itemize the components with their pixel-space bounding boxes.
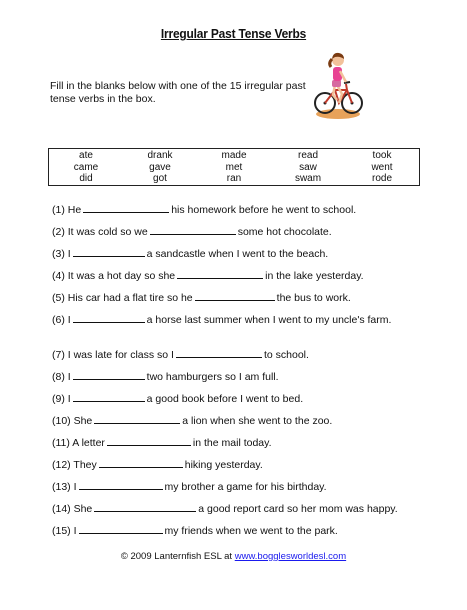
answer-blank[interactable] xyxy=(107,436,191,446)
question-text-before: (2) It was cold so we xyxy=(52,226,148,238)
answer-blank[interactable] xyxy=(73,370,145,380)
question-text-before: (7) I was late for class so I xyxy=(52,349,174,361)
word-box-row xyxy=(49,173,419,185)
word-box-word: gave xyxy=(149,161,171,173)
word-box-word: ate xyxy=(79,150,93,161)
answer-blank[interactable] xyxy=(73,392,145,402)
question-text-before: (14) She xyxy=(52,503,93,515)
answer-blank[interactable] xyxy=(94,414,180,424)
answer-blank[interactable] xyxy=(73,313,145,323)
worksheet-title: Irregular Past Tense Verbs xyxy=(160,26,307,41)
word-box-word: made xyxy=(221,150,247,161)
word-box-word: went xyxy=(371,161,393,173)
answer-blank[interactable] xyxy=(79,480,163,490)
question-item xyxy=(52,480,422,494)
question-item xyxy=(52,348,422,362)
question-text-before: (15) I xyxy=(52,525,77,537)
word-box-table xyxy=(49,150,419,185)
word-box-word: drank xyxy=(147,150,173,161)
word-box-word: swam xyxy=(294,173,322,184)
question-text-after: a horse last summer when I went to my uncle's farm. xyxy=(146,314,392,326)
question-text-before: (11) A letter xyxy=(52,437,105,449)
question-text-after: my brother a game for his birthday. xyxy=(164,481,327,493)
answer-blank[interactable] xyxy=(176,348,262,358)
word-box-word: saw xyxy=(299,161,317,173)
question-text-after: in the mail today. xyxy=(192,437,272,449)
question-text-before: (8) I xyxy=(52,371,71,383)
word-box-word: rode xyxy=(371,173,392,184)
answer-blank[interactable] xyxy=(195,291,275,301)
word-box-row xyxy=(49,162,419,174)
question-text-before: (6) I xyxy=(52,314,71,326)
word-box-row xyxy=(49,150,419,162)
question-item xyxy=(52,203,422,217)
word-box-word: came xyxy=(73,161,99,173)
question-item xyxy=(52,502,422,516)
girl-riding-bicycle-icon xyxy=(313,48,363,120)
answer-blank[interactable] xyxy=(94,502,196,512)
answer-blank[interactable] xyxy=(177,269,263,279)
question-item xyxy=(52,392,422,406)
word-box-word: read xyxy=(297,150,318,161)
question-text-after: a sandcastle when I went to the beach. xyxy=(146,248,329,260)
question-item xyxy=(52,313,422,327)
question-text-after: to school. xyxy=(263,349,309,361)
answer-blank[interactable] xyxy=(99,458,183,468)
question-text-after: the bus to work. xyxy=(276,292,351,304)
question-text-after: a good book before I went to bed. xyxy=(146,393,304,405)
question-text-before: (5) His car had a flat tire so he xyxy=(52,292,193,304)
question-text-after: a good report card so her mom was happy. xyxy=(198,503,398,515)
question-text-after: his homework before he went to school. xyxy=(171,204,357,216)
answer-blank[interactable] xyxy=(73,247,145,257)
instructions: Fill in the blanks below with one of the 15 irregular past tense verbs in the box. xyxy=(50,80,306,105)
question-item xyxy=(52,225,422,239)
question-text-before: (4) It was a hot day so she xyxy=(52,270,176,282)
question-text-after: hiking yesterday. xyxy=(184,459,263,471)
word-box-word: ran xyxy=(226,173,242,184)
question-text-after: a lion when she went to the zoo. xyxy=(182,415,333,427)
question-text-before: (3) I xyxy=(52,248,71,260)
question-item xyxy=(52,291,422,305)
question-item xyxy=(52,414,422,428)
word-box-word: took xyxy=(372,150,392,161)
question-text-before: (13) I xyxy=(52,481,77,493)
question-text-before: (10) She xyxy=(52,415,93,427)
question-item xyxy=(52,524,422,538)
answer-blank[interactable] xyxy=(150,225,236,235)
question-item xyxy=(52,247,422,261)
question-text-after: some hot chocolate. xyxy=(237,226,332,238)
question-text-before: (9) I xyxy=(52,393,71,405)
footer-copyright: © 2009 Lanternfish ESL at xyxy=(120,551,233,562)
question-item xyxy=(52,370,422,384)
word-box-word: met xyxy=(225,161,243,173)
question-item xyxy=(52,458,422,472)
word-box-word: got xyxy=(153,173,167,184)
footer xyxy=(0,551,467,562)
footer-link[interactable]: www.bogglesworldesl.com xyxy=(234,551,347,562)
question-text-after: my friends when we went to the park. xyxy=(164,525,338,537)
question-text-after: in the lake yesterday. xyxy=(265,270,364,282)
question-text-after: two hamburgers so I am full. xyxy=(146,371,279,383)
answer-blank[interactable] xyxy=(83,203,169,213)
question-text-before: (12) They xyxy=(52,459,97,471)
answer-blank[interactable] xyxy=(79,524,163,534)
word-box-word: did xyxy=(79,173,93,184)
word-box xyxy=(48,148,420,186)
question-item xyxy=(52,436,422,450)
question-item xyxy=(52,269,422,283)
question-text-before: (1) He xyxy=(52,204,82,216)
